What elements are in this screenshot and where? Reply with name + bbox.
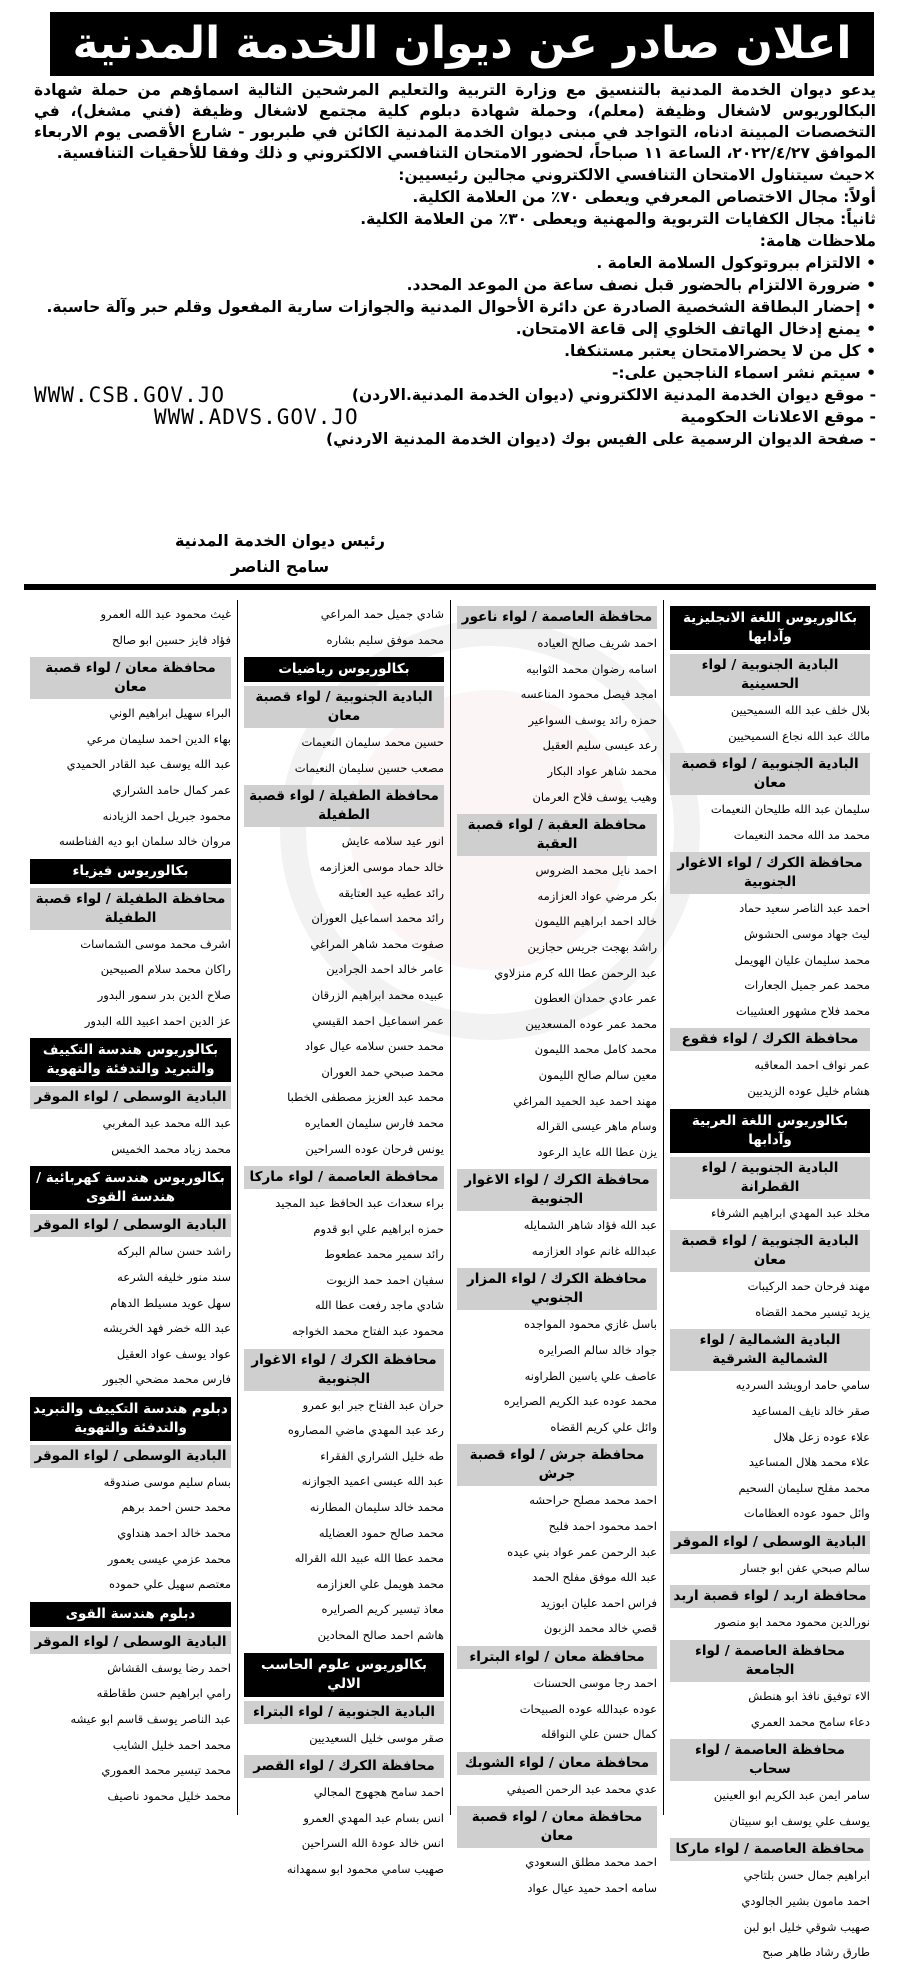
candidate-name: عمر اسماعيل احمد القيسي	[312, 1013, 444, 1028]
candidate-name: حران عبد الفتاح جبر ابو عمرو	[302, 1397, 444, 1412]
note-line: • ضرورة الالتزام بالحضور قبل نصف ساعة من الموعد المحدد.	[406, 276, 876, 294]
specialty-header: بكالوريوس اللغة الانجليزية وآدابها	[670, 606, 870, 650]
divider	[24, 584, 876, 590]
intro-paragraph	[34, 80, 876, 164]
candidate-name: محمد عطا الله عبيد الله القراله	[294, 1551, 444, 1566]
candidate-name: محمد خليل محمود ناصيف	[107, 1788, 231, 1803]
candidate-name: معين سالم صالح الليمون	[538, 1067, 657, 1082]
note-line: • كل من لا يحضرالامتحان يعتبر مستنكفا.	[564, 342, 876, 360]
specialty-header: بكالوريوس اللغة العربية وآدابها	[670, 1109, 870, 1153]
candidate-name: معتصم سهيل علي حموده	[109, 1577, 231, 1592]
candidate-name: فارس محمد مضحي الجبور	[102, 1372, 231, 1387]
candidate-name: عبد الله موفق مفلح الحمد	[532, 1570, 657, 1585]
website-url[interactable]: WWW.ADVS.GOV.JO	[154, 405, 359, 429]
candidate-name: عز الدين احمد اعبيد الله البدور	[84, 1013, 231, 1028]
candidate-name: طارق رشاد طاهر صبح	[762, 1945, 870, 1960]
candidate-name: غيث محمود عبد الله العمرو	[100, 607, 231, 621]
region-header: محافظة معان / لواء قصبة معان	[457, 1806, 657, 1848]
note-line: • سيتم نشر اسماء الناجحين على:-	[612, 364, 876, 382]
candidate-name: مهند احمد عبد الحميد المراغي	[513, 1093, 657, 1108]
candidate-name: محمد عوده عبد الكريم الصرايره	[503, 1394, 657, 1409]
candidate-name: سامر ايمن عبد الكريم ابو العينين	[713, 1788, 870, 1803]
candidate-name: محمد زياد محمد الخميس	[111, 1141, 231, 1156]
website-line	[34, 428, 876, 450]
region-header: محافظة معان / لواء قصبة معان	[30, 657, 231, 699]
region-header: البادية الجنوبية / لواء قصبة معان	[670, 1230, 870, 1272]
candidate-name: يونس فرحان عوده السراحين	[305, 1141, 444, 1156]
region-header: البادية الجنوبية / لواء قصبة معان	[244, 686, 444, 728]
note-line: • يمنع إدخال الهاتف الخلوي إلى قاعة الامتحان.	[515, 320, 876, 338]
region-header: محافظة اربد / لواء قصبة اربد	[670, 1585, 870, 1608]
page-title: اعلان صادر عن ديوان الخدمة المدنية	[50, 12, 874, 76]
candidate-name: محمد سليمان عليان الهويمل	[734, 952, 870, 967]
candidate-name: رعد عبد المهدي ماضي المصاروه	[287, 1423, 444, 1438]
region-header: محافظة الكرك / لواء القصر	[244, 1755, 444, 1778]
region-header: محافظة معان / لواء البتراء	[457, 1646, 657, 1669]
candidate-name: حسين محمد سليمان النعيمات	[301, 735, 444, 750]
region-header: البادية الجنوبية / لواء قصبة معان	[670, 753, 870, 795]
region-header: محافظة الكرك / لواء الاغوار الجنوبية	[670, 852, 870, 894]
candidate-name: محمد خالد سليمان المطارنه	[309, 1500, 444, 1515]
signature-block	[170, 528, 390, 580]
candidate-name: فراس احمد عليان ابوزيد	[540, 1595, 657, 1610]
candidate-name: صهيب شوقي خليل ابو لبن	[743, 1919, 870, 1934]
region-header: محافظة معان / لواء الشوبك	[457, 1752, 657, 1775]
candidates-column	[663, 600, 876, 1960]
candidate-name: حمزه رائد يوسف السواعير	[528, 712, 657, 727]
region-header: محافظة الطفيلة / لواء قصبة الطفيلة	[244, 785, 444, 827]
candidate-name: راكان محمد سلام الصبيحين	[100, 962, 231, 977]
candidate-name: انور عيد سلامه عايش	[341, 834, 444, 849]
candidate-name: معاذ تيسير كريم الصرايره	[321, 1602, 444, 1617]
candidate-name: احمد رجا موسى الحسنات	[533, 1676, 657, 1690]
candidate-name: محمد تيسير محمد العموري	[101, 1763, 231, 1778]
candidate-name: شادي ماجد رفعت عطا الله	[314, 1298, 444, 1313]
candidate-name: رائد سمير محمد عطعوط	[324, 1247, 444, 1262]
website-url[interactable]: WWW.CSB.GOV.JO	[34, 383, 226, 407]
website-line	[34, 384, 876, 406]
candidate-name: سالم صبحي عفن ابو جسار	[740, 1560, 870, 1575]
candidate-name: راشد حسن سالم البركه	[117, 1244, 231, 1259]
region-header: محافظة الكرك / لواء الاغوار الجنوبية	[457, 1169, 657, 1211]
candidate-name: علاء عوده زعل هلال	[773, 1429, 870, 1444]
candidate-name: صقر خالد نايف المساعيد	[751, 1403, 870, 1418]
candidate-name: رائد محمد اسماعيل العوران	[311, 911, 444, 926]
signature-role: رئيس ديوان الخدمة المدنية	[174, 531, 386, 550]
candidate-name: رائد عطيه عيد العتايقه	[338, 885, 444, 900]
candidate-name: دعاء سامح محمد العمري	[750, 1714, 870, 1729]
candidate-name: عبدالله غانم عواد العزازمه	[531, 1243, 657, 1258]
candidate-name: صلاح الدين بدر سمور البدور	[97, 987, 231, 1002]
candidate-name: امجد فيصل محمود المناعسه	[520, 687, 657, 702]
note-line: • إحضار البطاقة الشخصية الصادرة عن دائرة الأحوال المدنية والجوازات سارية المفعول وقلم حبر وآلة حاسبة.	[46, 298, 876, 316]
candidate-name: عبد الناصر يوسف قاسم ابو عيشه	[70, 1712, 231, 1727]
candidate-name: احمد محمود احمد فليح	[548, 1519, 657, 1534]
candidate-name: محمد موفق سليم بشاره	[326, 632, 444, 647]
candidate-name: سهل عويد مسيلط الدهام	[110, 1295, 231, 1310]
candidate-name: عبد الرحمن عطا الله كرم منزلاوي	[494, 965, 657, 980]
specialty-header: بكالوريوس فيزياء	[30, 859, 231, 884]
candidate-name: محمد كامل محمد الليمون	[534, 1042, 657, 1057]
candidate-name: عبد الله عيسى اعميد الجوازنه	[301, 1474, 444, 1489]
candidate-name: عواد يوسف عواد العقيل	[116, 1346, 231, 1361]
candidate-name: مروان خالد سلمان ابو ديه الفناطسه	[58, 834, 231, 849]
region-header: البادية الوسطى / لواء الموقر	[30, 1214, 231, 1237]
candidate-name: محمد صالح حمود العضايله	[318, 1525, 444, 1540]
specialty-header: دبلوم هندسة القوى	[30, 1602, 231, 1627]
candidate-name: صفوت محمد شاهر المراغي	[310, 936, 444, 951]
candidate-name: محمود عبد الفتاح محمد الخواجه	[292, 1324, 444, 1339]
signature-name: سامح الناصر	[230, 557, 330, 576]
candidate-name: احمد محمد مصلح حراحشه	[529, 1493, 657, 1508]
candidate-name: بلال خلف عبد الله السميحيين	[730, 703, 870, 717]
candidate-name: قصي خالد محمد الزبون	[543, 1621, 657, 1636]
candidate-name: محمد عزمي عيسى يعمور	[107, 1551, 231, 1566]
candidate-name: احمد مامون بشير الجالودي	[741, 1894, 870, 1909]
candidate-name: عمر عادي حمدان العطون	[534, 991, 657, 1006]
candidate-name: عوده عبدالله عوده الصبيحات	[519, 1701, 657, 1716]
candidate-name: احمد نايل محمد الضروس	[535, 863, 657, 878]
candidate-name: محمد احمد خليل الشايب	[112, 1737, 231, 1752]
candidate-name: عامر خالد احمد الجرادين	[326, 962, 444, 977]
candidate-name: محمد خالد احمد هنداوي	[117, 1526, 231, 1541]
candidate-name: صهيب سامي محمود ابو سمهدانه	[286, 1861, 444, 1876]
candidate-name: يزيد تيسير محمد القضاه	[755, 1304, 870, 1319]
candidate-name: احمد سامح هجهوج المجالي	[313, 1785, 444, 1800]
candidate-name: رامي ابراهيم حسن طقاطقه	[96, 1686, 231, 1701]
candidate-name: وسام ماهر عيسى القراله	[536, 1119, 657, 1134]
candidate-name: عبد الله خضر فهد الخريشه	[102, 1321, 231, 1336]
candidate-name: عبد الله يوسف عبد القادر الحميدي	[66, 757, 231, 772]
specialty-header: بكالوريوس علوم الحاسب الالي	[244, 1653, 444, 1697]
candidate-name: عمر كمال حامد الشراري	[112, 782, 231, 797]
candidate-name: محمد مفلح سليمان السحيم	[738, 1480, 870, 1495]
candidate-name: وائل علي كريم القضاه	[550, 1419, 657, 1434]
specialty-header: دبلوم هندسة التكييف والتبريد والتدفئة والتهوية	[30, 1397, 231, 1441]
intro-text: يدعو ديوان الخدمة المدنية بالتنسيق مع وزارة التربية والتعليم المرشحين التالية اسماؤهم من حملة شهادة البكالوريوس لاشغال وظيفة (معلم)، وحملة شهادة دبلوم كلية مجتمع لاشغال وظيفة (فني مشغل)، في التخصصات المبينة ادناه، التواجد في مبنى ديوان الخدمة المدنية الكائن في طبربور - شارع الأقصى يوم الاربعاء الموافق ٢٠٢٢/٤/٢٧، الساعة ١١ صباحاً، لحضور الامتحان التنافسي الالكتروني و ذلك وفقا للأحقيات التنافسية.	[34, 81, 876, 162]
candidate-name: فؤاد فايز حسين ابو صالح	[111, 632, 231, 647]
region-header: البادية الوسطى / لواء الموقر	[30, 1631, 231, 1654]
candidate-name: ليث جهاد موسى الحشوش	[744, 926, 870, 941]
region-header: محافظة العاصمة / لواء سحاب	[670, 1739, 870, 1781]
candidate-name: عدي محمد عبد الرحمن الصيفي	[506, 1781, 657, 1796]
region-header: البادية الجنوبية / لواء القطرانة	[670, 1157, 870, 1199]
candidate-name: محمد شاهر عواد البكار	[547, 763, 657, 778]
region-header: البادية الوسطى / لواء الموقر	[670, 1531, 870, 1554]
candidate-name: يزن عطا الله عايد الرعود	[537, 1144, 657, 1159]
candidate-name: مهند فرحان حمد الركيبات	[747, 1279, 870, 1294]
notes-block	[34, 164, 876, 450]
candidate-name: محمد مد الله محمد النعيمات	[733, 827, 870, 842]
candidate-name: مخلد عبد المهدي ابراهيم الشرفاء	[711, 1205, 870, 1220]
candidate-name: شادي جميل حمد المراعي	[320, 607, 444, 621]
candidates-column	[24, 600, 237, 1815]
candidate-name: باسل غازي محمود المواجده	[523, 1317, 657, 1332]
candidate-name: نورالدين محمود محمد ابو منصور	[714, 1615, 870, 1630]
region-header: البادية الجنوبية / لواء البتراء	[244, 1701, 444, 1724]
note-line: ثانياً: مجال الكفايات التربوية والمهنية ويعطى ٣٠٪ من العلامة الكلية.	[360, 210, 876, 228]
candidate-name: هشام خليل عوده الزيديين	[747, 1083, 870, 1098]
candidate-name: وائل حمود عوده العظامات	[743, 1506, 870, 1521]
candidate-name: محمد حسن سلامه عيال عواد	[304, 1039, 444, 1054]
region-header: محافظة الكرك / لواء فقوع	[670, 1028, 870, 1051]
region-header: محافظة العقبة / لواء قصبة العقبة	[457, 814, 657, 856]
candidate-name: عاصف علي ياسين الطراونه	[524, 1368, 657, 1383]
candidate-name: محمد فارس سليمان العمايره	[304, 1115, 444, 1130]
candidate-name: حمزه ابراهيم علي ابو قدوم	[313, 1221, 444, 1236]
candidate-name: محمد عبد العزيز مصطفى الخطبا	[287, 1090, 444, 1105]
candidate-name: محمد حسن احمد برهم	[121, 1500, 231, 1515]
candidate-name: احمد شريف صالح العياده	[537, 636, 657, 650]
region-header: البادية الوسطى / لواء الموقر	[30, 1445, 231, 1468]
candidate-name: محمد فلاح مشهور العشيبات	[735, 1003, 870, 1018]
candidate-name: سامي حامد ارويشد السرديه	[735, 1378, 870, 1393]
candidate-name: رعد عيسى سليم العقيل	[542, 738, 657, 753]
candidate-name: مالك عبد الله نجاع السميحيين	[728, 728, 870, 743]
specialty-header: بكالوريوس هندسة التكييف والتبريد والتدفئة والتهوية	[30, 1038, 231, 1082]
candidate-name: سند منور خليفه الشرعه	[117, 1269, 231, 1284]
candidate-name: الاء توفيق نافذ ابو هنطش	[748, 1689, 870, 1704]
candidate-name: انس بسام عبد المهدي العمرو	[303, 1810, 444, 1825]
candidate-name: طه خليل الشراري الفقراء	[320, 1448, 444, 1463]
candidate-name: احمد محمد مطلق السعودي	[525, 1855, 657, 1870]
region-header: البادية الوسطى / لواء الموقر	[30, 1086, 231, 1109]
candidate-name: محمد عمر عوده المسعديين	[525, 1016, 657, 1031]
candidate-name: عبد الله فؤاد شاهر الشمايله	[523, 1218, 657, 1233]
candidate-name: يوسف علي يوسف ابو سبيتان	[729, 1813, 870, 1828]
candidate-name: البراء سهيل ابراهيم الوني	[109, 706, 231, 721]
region-header: محافظة الطفيلة / لواء قصبة الطفيلة	[30, 888, 231, 930]
region-header: البادية الشمالية / لواء الشمالية الشرقية	[670, 1329, 870, 1371]
candidate-name: محمد عمر جميل الجعارات	[744, 978, 870, 993]
candidate-name: انس خالد عودة الله السراحين	[301, 1836, 444, 1851]
candidate-name: علاء محمد هلال المساعيد	[748, 1455, 870, 1470]
candidate-name: اسامه رضوان محمد الثوابيه	[526, 661, 657, 676]
region-header: محافظة الكرك / لواء الاغوار الجنوبية	[244, 1349, 444, 1391]
note-line: • الالتزام ببروتوكول السلامة العامة .	[596, 254, 876, 272]
note-line: ×حيث سيتناول الامتحان التنافسي الالكتروني مجالين رئيسيين:	[398, 166, 876, 184]
region-header: البادية الجنوبية / لواء الحسينية	[670, 654, 870, 696]
candidate-name: جواد خالد سالم الصرايره	[538, 1343, 657, 1358]
region-header: محافظة العاصمة / لواء ناعور	[457, 606, 657, 629]
candidate-name: صقر موسى خليل السعيديين	[309, 1730, 444, 1745]
candidates-columns	[24, 600, 876, 1960]
candidate-name: عبد الرحمن عمر عواد بني عيده	[507, 1544, 657, 1559]
candidate-name: احمد رضا يوسف القشاش	[107, 1660, 231, 1675]
candidate-name: احمد عبد الناصر سعيد حماد	[739, 901, 870, 916]
candidates-column	[237, 600, 450, 1876]
candidate-name: مصعب حسين سليمان النعيمات	[294, 760, 444, 775]
candidate-name: محمد هويمل علي العزازمه	[316, 1576, 444, 1591]
region-header: محافظة العاصمة / لواء ماركا	[670, 1838, 870, 1861]
candidate-name: سامه احمد حميد عيال عواد	[527, 1880, 657, 1895]
candidate-name: عبد الله محمد عبد المغربي	[102, 1116, 231, 1131]
candidate-name: ابراهيم جمال حسن بلتاجي	[743, 1868, 870, 1883]
candidate-name: براء سعدات عبد الحافظ عبد المجيد	[275, 1196, 444, 1211]
candidate-name: خالد حماد موسى العزازمه	[319, 859, 444, 874]
candidate-name: راشد بهجت جريس حجازين	[527, 939, 657, 954]
candidates-column	[450, 600, 663, 1895]
website-label: - صفحة الديوان الرسمية على الفيس بوك (ديوان الخدمة المدنية الاردني)	[326, 430, 876, 448]
candidate-name: خالد احمد ابراهيم الليمون	[534, 914, 657, 929]
note-line: ملاحظات هامة:	[759, 232, 876, 250]
region-header: محافظة العاصمة / لواء ماركا	[244, 1166, 444, 1189]
specialty-header: بكالوريوس هندسة كهربائية / هندسة القوى	[30, 1166, 231, 1210]
candidate-name: محمود جبريل احمد الزيادنه	[102, 808, 231, 823]
website-label: - موقع الاعلانات الحكومية	[680, 408, 876, 426]
candidate-name: بهاء الدين احمد سليمان مرعي	[86, 731, 231, 746]
specialty-header: بكالوريوس رياضيات	[244, 657, 444, 682]
candidate-name: عمر نواف احمد المعاقبه	[754, 1058, 870, 1073]
region-header: محافظة العاصمة / لواء الجامعة	[670, 1640, 870, 1682]
region-header: محافظة الكرك / لواء المزار الجنوبي	[457, 1268, 657, 1310]
candidate-name: بسام سليم موسى صندوقه	[103, 1474, 231, 1489]
candidate-name: وهيب يوسف فلاح العرمان	[532, 789, 657, 804]
note-line: أولاً: مجال الاختصاص المعرفي ويعطى ٧٠٪ من العلامة الكلية.	[412, 188, 876, 206]
website-line	[34, 406, 876, 428]
website-label: - موقع ديوان الخدمة المدنية الالكتروني (ديوان الخدمة المدنية.الاردن)	[351, 386, 876, 404]
candidate-name: سفيان احمد حمد الزيوت	[326, 1272, 444, 1287]
candidate-name: بكر مرضي عواد العزازمه	[537, 888, 657, 903]
region-header: محافظة جرش / لواء قصبة جرش	[457, 1444, 657, 1486]
candidate-name: كمال حسن علي النواقله	[540, 1727, 657, 1742]
candidate-name: عبيده محمد ابراهيم الزرقان	[311, 987, 444, 1002]
candidate-name: محمد صبحي حمد العوران	[321, 1064, 444, 1079]
candidate-name: هاشم احمد صالح المحادين	[317, 1628, 444, 1642]
candidate-name: سليمان عبد الله طليحان النعيمات	[710, 802, 870, 817]
candidate-name: اشرف محمد موسى الشماسات	[80, 936, 231, 951]
